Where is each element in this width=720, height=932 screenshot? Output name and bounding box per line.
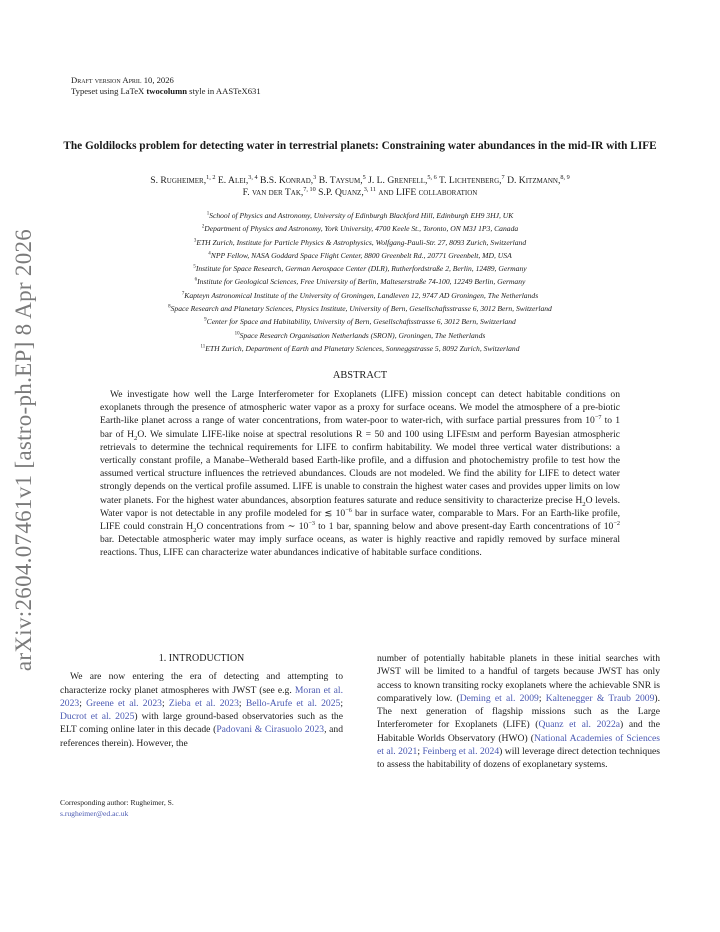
citation-link[interactable]: Quanz et al. 2022a <box>538 719 621 731</box>
author: T. Lichtenberg,$^7$ <box>438 173 505 186</box>
latex-logo: LaTeX <box>120 86 145 96</box>
author: and LIFE collaboration <box>378 187 478 198</box>
affiliation: $^2$Department of Physics and Astronomy, York University, 4700 Keele St., Toronto, ON M3J 1P3, Canada <box>201 224 519 234</box>
arxiv-identifier <box>4 228 44 672</box>
affiliation: $^1$School of Physics and Astronomy, University of Edinburgh Blackford Hill, Edinburgh EH9 3HJ, UK <box>206 211 514 220</box>
intro-paragraph: number of potentially habitable planets in these initial searches with JWST will be limited to a handful of targets because JWST has only access to known transiting rocky exoplanets where the achievable SNR is comparatively low. (Deming et al. 2009; Kaltenegger & Traub 2009). The next generation of flagship missions such as the Large Interferometer for Exoplanets (LIFE) (Quanz et al. 2022a) and the Habitable Worlds Observatory (HWO) (National Academies of Sciences et al. 2021; Feinberg et al. 2024) will leverage direct detection techniques to assess the habitability of dozens of exoplanetary systems. <box>377 653 660 771</box>
affiliation: $^7$Kapteyn Astronomical Institute of the University of Groningen, Landleven 12, 9747 AD Groningen, The Netherlands <box>181 290 539 300</box>
affiliation: $^6$Institute for Geological Sciences, Free University of Berlin, Malteserstraße 74-100, 12249 Berlin, Germany <box>194 277 526 287</box>
author: B. Taysum,$^5$ <box>318 173 366 186</box>
affiliation: $^8$Space Research and Planetary Sciences, Physics Institute, University of Bern, Gesellschaftsstrasse 6, 3012 Bern, Switzerland <box>168 304 552 314</box>
corresponding-label: Corresponding author: Rugheimer, S. <box>60 798 174 807</box>
affiliation: $^9$Center for Space and Habitability, University of Bern, Gesellschaftsstrasse 6, 3012 Bern, Switzerland <box>204 317 516 327</box>
corresponding-author <box>60 797 174 819</box>
citation-link[interactable]: Moran et al. 2023 <box>60 684 344 709</box>
arxiv-id-text: arXiv:2604.07461v1 [astro-ph.EP] 8 Apr 2026 <box>11 228 36 672</box>
affiliation-list <box>60 209 660 355</box>
author: E. Alei,$^{3, 4}$ <box>217 173 258 186</box>
citation-link[interactable]: Feinberg et al. 2024 <box>422 746 500 758</box>
citation-link[interactable]: National Academies of Sciences et al. 2021 <box>377 732 660 758</box>
section-heading: 1. INTRODUCTION <box>158 653 245 664</box>
affiliation: $^{10}$Space Research Organisation Netherlands (SRON), Groningen, The Netherlands <box>234 330 486 340</box>
citation-link[interactable]: Greene et al. 2023 <box>86 697 162 709</box>
draft-version: Draft version April 10, 2026 <box>71 75 174 85</box>
author: J. L. Grenfell,$^{5, 6}$ <box>368 173 437 186</box>
abstract-heading: ABSTRACT <box>332 370 388 381</box>
author-email-link[interactable]: s.rugheimer@ed.ac.uk <box>60 809 129 818</box>
paper-title: The Goldilocks problem for detecting water in terrestrial planets: Constraining water abundances in the mid-IR with LIFE <box>63 140 657 152</box>
citation-link[interactable]: Zieba et al. 2023 <box>168 697 239 709</box>
draft-header <box>71 75 261 97</box>
affiliation: $^4$NPP Fellow, NASA Goddard Space Flight Center, 8800 Greenbelt Rd., 20771 Greenbelt, MD, USA <box>208 250 512 260</box>
affiliation: $^{11}$ETH Zurich, Department of Earth and Planetary Sciences, Sonneggstrasse 5, 8092 Zurich, Switzerland <box>200 343 520 353</box>
citation-link[interactable]: Kaltenegger & Traub 2009 <box>545 692 655 704</box>
affiliation: $^3$ETH Zurich, Institute for Particle Physics & Astrophysics, Wolfgang-Pauli-Str. 27, 8093 Zurich, Switzerland <box>193 237 527 247</box>
intro-right-column <box>377 652 660 772</box>
citation-link[interactable]: Bello-Arufe et al. 2025 <box>245 697 341 709</box>
typeset-line: Typeset using LaTeX twocolumn style in AASTeX631 <box>71 86 261 96</box>
citation-link[interactable]: Deming et al. 2009 <box>459 692 539 704</box>
author: F. van der Tak,$^{7, 10}$ <box>242 185 316 198</box>
author: B.S. Konrad,$^3$ <box>260 173 317 186</box>
intro-left-column <box>60 652 343 750</box>
citation-link[interactable]: Ducrot et al. 2025 <box>60 711 135 723</box>
author: S.P. Quanz,$^{3, 11}$ <box>318 185 376 198</box>
intro-paragraph: We are now entering the era of detecting and attempting to characterize rocky planet atmospheres with JWST (see e.g. Moran et al. 2023; Greene et al. 2023; Zieba et al. 2023; Bello-Arufe et al. 2025; Ducrot et al. 2025) with large ground-based observatories such as the ELT coming online later in this decade (Padovani & Cirasuolo 2023, and references therein). However, the <box>60 671 344 749</box>
author-list <box>55 175 665 199</box>
abstract-text: We investigate how well the Large Interferometer for Exoplanets (LIFE) mission concept can detect habitable conditions on exoplanets through the presence of atmospheric water vapor as a proxy for surface oceans. We model the atmosphere of a pre-biotic Earth-like planet across a range of water concentrations, from water-poor to water-rich, with surface partial pressures from $10^{-7}$ to 1 bar of $H_2O$. We simulate LIFE-like noise at spectral resolutions R = 50 and 100 using LIFEsim and perform Bayesian atmospheric retrievals to determine the technical requirements for LIFE to confirm habitability. We model three vertical water distributions: a vertically constant profile, a Manabe–Wetherald based Earth-like profile, and a diffusion and photochemistry profile to test how the assumed vertical structure influences the retrieved abundances. Clouds are not modeled. We find the ability for LIFE to detect water strongly depends on the vertical profile assumed. LIFE is unable to constrain the highest water cases and provides upper limits on low water planets. For the highest water abundances, absorption features saturate and reduce sensitivity to characterize precise $H_2O$ levels. Water vapor is not detectable in any profile modeled for ≲ $10^{-6}$ bar in surface water, comparable to Mars. For an Earth-like profile, LIFE could constrain $H_2O$ concentrations from ∼ $10^{-3}$ to 1 bar, spanning below and above present-day Earth concentrations of $10^{-2}$ bar. Detectable atmospheric water may imply surface oceans, as water is highly reactive and rapidly removed by surface mineral reactions. Thus, LIFE can characterize water abundances indicative of habitable surface conditions. <box>100 389 620 559</box>
author: S. Rugheimer,$^{1, 2}$ <box>150 173 216 186</box>
citation-link[interactable]: Padovani & Cirasuolo 2023 <box>216 724 325 736</box>
author: D. Kitzmann,$^{8, 9}$ <box>507 173 570 186</box>
affiliation: $^5$Institute for Space Research, German Aerospace Center (DLR), Rutherfordstraße 2, Berlin, 12489, Germany <box>193 264 527 274</box>
